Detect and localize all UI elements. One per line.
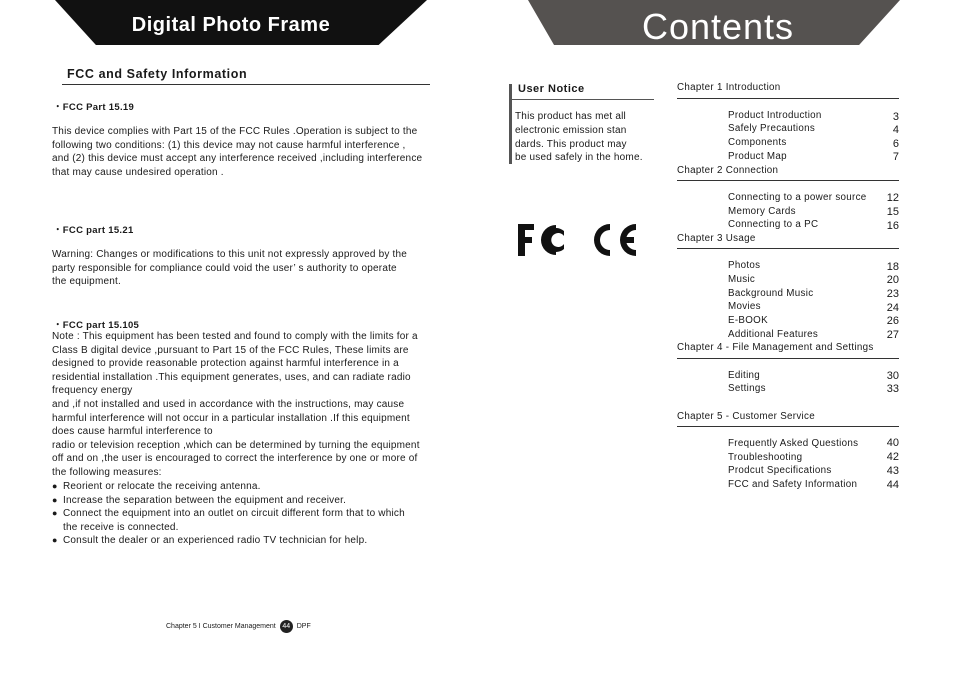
- toc-entry: Troubleshooting: [728, 452, 803, 463]
- toc-entry: Product Introduction: [728, 110, 822, 121]
- fcc-15-19-heading: ・FCC Part 15.19: [53, 102, 135, 113]
- toc-page-number: 23: [886, 288, 899, 300]
- toc-entry: Music: [728, 274, 756, 285]
- toc-page-number: 27: [886, 329, 899, 341]
- toc-page-number: 6: [892, 138, 899, 150]
- toc-page-number: 40: [886, 437, 899, 449]
- toc-page-number: 33: [886, 383, 899, 395]
- toc-entry: Background Music: [728, 288, 814, 299]
- toc-entry: Connecting to a power source: [728, 192, 867, 203]
- toc-entry: Movies: [728, 301, 761, 312]
- toc-entry: Components: [728, 137, 787, 148]
- user-notice-title: User Notice: [518, 83, 585, 95]
- toc-entry: Editing: [728, 370, 761, 381]
- toc-chapter-3: Chapter 3 Usage: [677, 233, 756, 244]
- bullet-icon: ●: [52, 494, 58, 505]
- toc-page-number: 20: [886, 274, 899, 286]
- fcc-logo-icon: [516, 222, 566, 263]
- toc-entry: Memory Cards: [728, 206, 796, 217]
- user-notice-text: This product has met all electronic emission stan dards. This product may be used safely in the home.: [515, 111, 643, 164]
- toc-page-number: 26: [886, 315, 899, 327]
- left-header-title: Digital Photo Frame: [131, 14, 331, 36]
- list-item: ● Consult the dealer or an experienced radio TV technician for help.: [52, 535, 368, 547]
- bullet-icon: ●: [52, 535, 58, 546]
- fcc-section-title: FCC and Safety Information: [67, 67, 248, 81]
- toc-entry: E-BOOK: [728, 315, 768, 326]
- list-item: ● Connect the equipment into an outlet on circuit different form that to which the receive is connected.: [52, 508, 405, 533]
- bullet-icon: ●: [52, 508, 58, 519]
- toc-chapter-5: Chapter 5 - Customer Service: [677, 411, 815, 422]
- section-divider: [62, 84, 430, 85]
- toc-page-number: 42: [886, 451, 899, 463]
- toc-page-number: 43: [886, 465, 899, 477]
- fcc-15-105-heading: ・FCC part 15.105: [53, 320, 140, 331]
- toc-entry: FCC and Safety Information: [728, 479, 858, 490]
- notice-side-bar: [509, 84, 512, 164]
- toc-page-number: 30: [886, 370, 899, 382]
- toc-entry: Connecting to a PC: [728, 219, 819, 230]
- measures-list: [52, 480, 472, 548]
- toc-divider: [677, 358, 899, 359]
- toc-divider: [677, 98, 899, 99]
- toc-entry: Additional Features: [728, 329, 819, 340]
- toc-page-number: 3: [892, 111, 899, 123]
- toc-entry: Safely Precautions: [728, 123, 816, 134]
- toc-entry: Product Map: [728, 151, 787, 162]
- toc-divider: [677, 180, 899, 181]
- toc-divider: [677, 426, 899, 427]
- toc-divider: [677, 248, 899, 249]
- contents-title: Contents: [641, 6, 795, 47]
- ce-logo-icon: [590, 222, 638, 263]
- fcc-15-21-heading: ・FCC part 15.21: [53, 225, 134, 236]
- toc-page-number: 24: [886, 302, 899, 314]
- bullet-icon: ●: [52, 481, 58, 491]
- list-item: ● Reorient or relocate the receiving antenna.: [52, 481, 261, 492]
- toc-page-number: 7: [892, 151, 899, 163]
- fcc-15-21-text: Warning: Changes or modifications to this unit not expressly approved by the party responsible for compliance could void the user’ s authority to operate the equipment.: [52, 249, 408, 288]
- toc-page-number: 12: [886, 192, 899, 204]
- toc-page-number: 4: [892, 124, 899, 136]
- toc-entry: Settings: [728, 383, 766, 394]
- toc-page-number: 44: [886, 479, 899, 491]
- toc-page-number: 18: [886, 261, 899, 273]
- list-item: ● Increase the separation between the equipment and receiver.: [52, 494, 347, 506]
- footer-label: DPF: [296, 623, 311, 630]
- toc-chapter-2: Chapter 2 Connection: [677, 165, 779, 176]
- toc-entry: Photos: [728, 260, 761, 271]
- page-footer: [166, 620, 311, 633]
- toc-page-number: 16: [886, 220, 899, 232]
- footer-chapter: Chapter 5 I Customer Management: [166, 623, 276, 630]
- toc-entry: Frequently Asked Questions: [728, 438, 859, 449]
- notice-divider: [512, 99, 654, 100]
- toc-page-number: 15: [886, 206, 899, 218]
- toc-chapter-1: Chapter 1 Introduction: [677, 82, 781, 93]
- toc-chapter-4: Chapter 4 - File Management and Settings: [677, 342, 874, 353]
- page-number-badge: 44: [280, 620, 293, 633]
- fcc-15-105-text: Note : This equipment has been tested and found to comply with the limits for a Class B digital device ,pursuant to Part 15 of the FCC Rules, These limits are designed to provide reasonable protection against harmful interference in a residential installation .This equipment generates, uses, and can radiate radio frequency energy and ,if not installed and used in accordance with the instructions, may cause harmful interference will not occur in a particular installation .If this equipment does cause harmful interference to radio or television reception ,which can be determined by turning the equipment off and on ,the user is encouraged to correct the interference by one or more of the following measures:: [52, 331, 420, 478]
- fcc-15-19-text: This device complies with Part 15 of the FCC Rules .Operation is subject to the following two conditions: (1) this device may not cause harmful interference , and (2) this device must accept any interference received ,including interference that may cause undesired operation .: [52, 126, 423, 178]
- toc-entry: Prodcut Specifications: [728, 465, 832, 476]
